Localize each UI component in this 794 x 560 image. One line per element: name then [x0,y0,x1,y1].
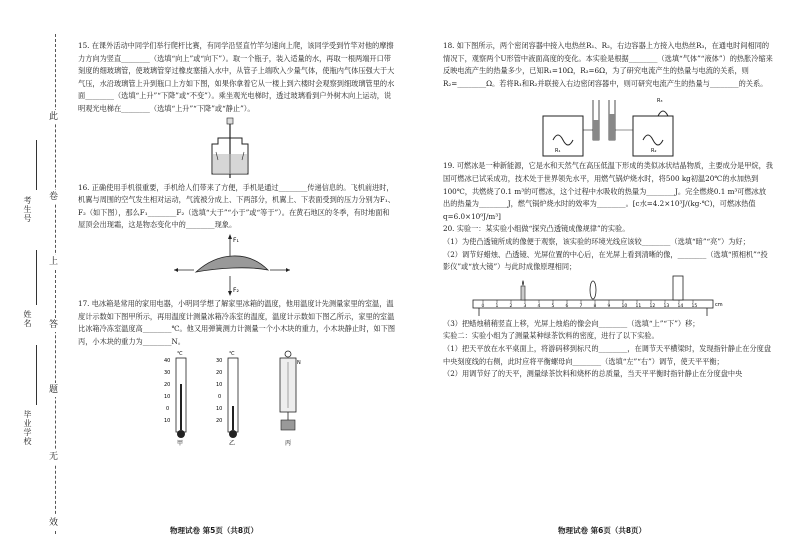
experiment-2-part-2: （2）用调节好了的天平，测量绿茶饮料和烧杯的总质量，当天平平衡时指针静止在分度盘中央 [443,369,743,379]
question-18 [443,40,773,90]
seal-char: 无 [49,452,59,462]
svg-text:F₂: F₂ [233,286,239,294]
question-20-part-3: （3）把蜡烛稍稍竖直上移，光屏上烛焰的像会向________（选填“上”“下”）移； [443,318,700,328]
thermometer-diagram [78,348,396,448]
field-line [36,140,37,190]
scale-unit: N [297,360,301,367]
left-column [78,40,396,448]
heating-diagram [443,90,773,160]
unit-label: ℃ [177,351,183,358]
question-16-text: 16. 正确使用手机很重要，手机给人们带来了方便，手机是通过________传递信息的。飞机前进时，机翼与周围的空气发生相对运动，气流被分成上、下两部分，机翼上、下表面受到的压力分别为F₁、F₂（如下图），那么F₁________F₂（选填“大于”“小于”或“等于”）。在黄石地区的冬季，有时地面和屋顶会出现霜，这是物态变化中的________现象。 [78,182,395,230]
bench-tick-label: 9 [607,303,611,309]
question-15-text: 15. 在课外活动中同学们举行爬杆比赛，有同学沿竖直竹竿匀速向上爬，该同学受到竹竿对他的摩擦力方向为竖直________（选填“向上”或“向下”）。取一个瓶子，装入适量的水，再取一根两端开口带刻度的细玻璃管，使玻璃管穿过橡皮塞插入水中，从管子上端吹入少量气体，使瓶内气体压强大于大气压，水沿玻璃管上升到瓶口上方如下图，如果你拿着它从一楼上到六楼时会观察到细玻璃管里的水面________（选填“上升”“下降”或“不变”）。乘坐观光电梯时，透过玻璃看到户外树木向上运动，说明观光电梯在________（选填“上升”“下降”或“静止”）。 [78,41,395,113]
bench-unit: cm [715,301,723,308]
question-20-part-2: （2）调节好蜡烛、凸透镜、光屏位置的中心后，在光屏上看到清晰的像，________（选填“照相机”“投影仪”或“放大镜”）与此时成像原理相同； [443,249,768,272]
binding-margin [0,0,62,560]
seal-char: 题 [49,385,59,395]
tick-label: 20 [216,370,223,377]
bench-tick-label: 0 [481,303,485,309]
question-19-text: 19. 可燃冰是一种新能源，它是水和天然气在高压低温下形成的类似冰状结晶物质，主要成分是甲烷，我国可燃冰已试采成功，技术处于世界领先水平，用燃气锅炉烧水时，将500 kg初温20℃的水加热到100℃，共燃烧了0.1 m³的可燃冰，这个过程中水吸收的热量为________J。完全燃烧0.1 m³可燃冰放出的热量为________J，燃气锅炉烧水时的效率为________。[c水=4.2×10³J/(kg·℃)，可燃冰热值q=6.0×10⁹J/m³] [443,161,773,221]
figure-label-a: 甲 [177,440,184,448]
bench-tick-label: 12 [649,303,656,309]
measurement-figure [78,348,396,448]
question-20-cont [443,318,773,381]
page-footer-left: 物理试卷 第5页（共8页） [170,526,259,535]
optical-bench-figure [443,274,773,318]
seal-char: 效 [49,518,59,528]
tick-label: 40 [164,358,171,365]
bench-tick-label: 3 [523,303,527,309]
page-footer-right: 物理试卷 第6页（共8页） [558,526,647,535]
field-line [36,250,37,305]
resistor-label: R₃ [657,98,663,105]
bottle-diagram [78,116,396,182]
bench-tick-label: 8 [593,303,597,309]
bottle-figure [78,116,396,182]
figure-label-c: 丙 [285,440,292,448]
svg-text:F₁: F₁ [233,236,239,244]
field-line [36,345,37,405]
seal-char: 答 [49,320,59,330]
bench-tick-label: 11 [635,303,642,309]
tick-label: 10 [216,406,223,413]
bench-tick-label: 14 [677,303,684,309]
tick-label: 30 [216,358,223,365]
bench-tick-label: 7 [579,303,583,309]
optical-bench-diagram [443,274,773,318]
resistor-label: R₂ [651,148,657,155]
tick-label: 10 [164,394,171,401]
bench-tick-label: 4 [537,303,541,309]
unit-label: ℃ [229,351,235,358]
bench-tick-label: 1 [495,303,499,309]
bench-tick-label: 6 [565,303,569,309]
seal-char: 上 [49,257,59,267]
question-19 [443,160,773,223]
tick-label: 30 [164,370,171,377]
field-label-candidate-no: 考生号 [23,196,32,223]
experiment-2-title: 实验二：实验小组为了测量某种绿茶饮料的密度，进行了以下实验。 [443,331,659,341]
tick-label: 20 [216,418,223,425]
question-18-text: 18. 如下图所示，两个密闭容器中接入电热丝R₁、R₂，右边容器上方接入电热丝R₃，在通电时间相同的情况下，观察两个U形管中液面高度的变化。本实验是根据________（选填“气体”“液体”）的热胀冷缩来反映电流产生的热量多少，已知R₁=10Ω，R₃=6Ω，为了研究电流产生的热量与电流的关系，则R₂=________Ω。若将R₁和R₂并联接入右边密闭容器中，则可研究电流产生的热量与________的关系。 [443,41,773,88]
seal-char: 此 [49,112,59,122]
field-label-name: 姓名 [23,310,32,328]
tick-label: 0 [166,406,170,413]
right-column [443,40,773,381]
question-20-title: 20. 实验一：某实验小组做“探究凸透镜成像规律”的实验。 [443,224,630,234]
bench-tick-label: 15 [691,303,698,309]
question-20 [443,223,773,273]
question-15 [78,40,396,116]
question-20-part-1: （1）为使凸透镜所成的像便于观察，该实验的环境光线应该较________（选填“暗”“亮”）为好； [443,236,750,246]
wing-diagram [78,232,396,298]
experiment-2-part-1: （1）把天平放在水平桌面上，将游码移到标尺的________，在调节天平横梁时，发现指针静止在分度盘中央刻度线的右侧，此时应将平衡螺母向________（选填“左”“右”）调节，使天平平衡； [443,343,772,366]
tick-label: 20 [164,382,171,389]
field-label-school: 毕业学校 [23,410,32,446]
question-17-text: 17. 电冰箱是常用的家用电器，小明同学想了解家里冰箱的温度，他用温度计先测量家里的室温，温度计示数如下图甲所示，再用温度计测量冰箱冷冻室的温度，温度计示数如下图乙所示，家里的室温比冰箱冷冻室温度高________℃。他又用弹簧测力计测量一个小木块的重力，小木块静止时，如下图丙，小木块的重力为________N。 [78,298,396,346]
figure-label-b: 乙 [229,440,236,448]
bench-tick-label: 5 [551,303,555,309]
question-16 [78,182,396,232]
tick-label: 0 [218,394,222,401]
tick-label: 10 [164,418,171,425]
seal-char: 卷 [49,192,59,202]
wing-figure [78,232,396,298]
bench-tick-label: 13 [663,303,670,309]
question-17 [78,298,396,348]
heating-figure [443,90,773,160]
resistor-label: R₁ [555,148,561,155]
tick-label: 10 [216,382,223,389]
bench-tick-label: 2 [509,303,513,309]
bench-tick-label: 10 [621,303,628,309]
